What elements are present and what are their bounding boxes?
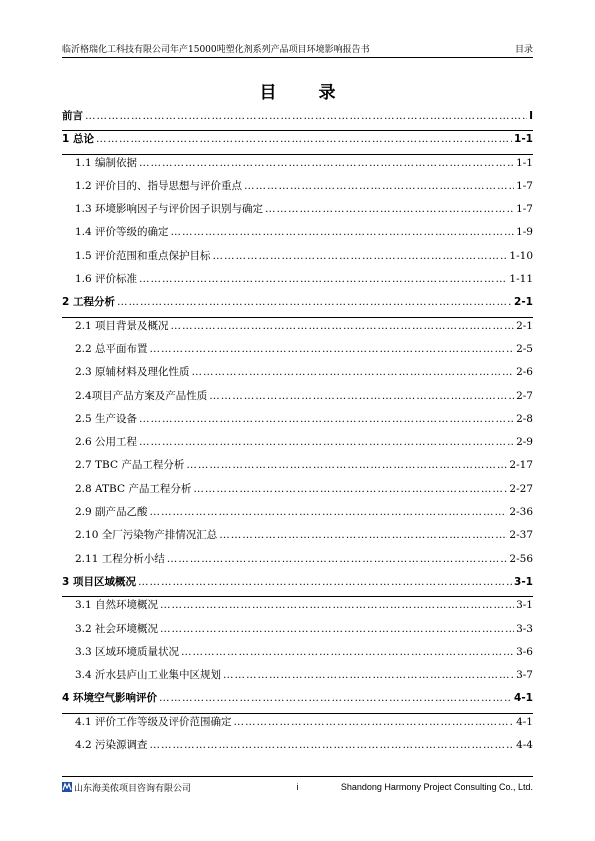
toc-entry-label: 3.3 区域环境质量状况 [75,645,180,658]
toc-section-entry[interactable] [62,434,533,457]
header-section: 目录 [514,45,533,55]
toc-entry-page: 3-6 [516,645,533,658]
toc-entry-page: 2-27 [509,482,533,495]
toc-chapter-entry[interactable] [62,294,533,317]
toc-entry-page: 2-7 [516,389,533,402]
toc-leader-dots [181,646,514,658]
toc-section-entry[interactable] [62,364,533,387]
toc-entry-label: 2.5 生产设备 [75,412,138,425]
toc-entry-label: 2.9 副产品乙酸 [75,506,148,519]
toc-entry-label: 2.3 原辅材料及理化性质 [75,366,190,379]
toc-leader-dots [150,506,508,518]
toc-leader-dots [193,483,507,495]
toc-section-entry[interactable] [62,551,533,574]
toc-leader-dots [192,366,515,378]
page-footer [62,776,533,797]
toc-entry-label: 2.4项目产品方案及产品性质 [75,389,208,402]
toc-entry-page: 2-56 [509,552,533,565]
toc-section-entry[interactable] [62,248,533,271]
toc-entry-label: 3.1 自然环境概况 [75,599,159,612]
toc-leader-dots [160,623,514,635]
toc-section-entry[interactable] [62,597,533,620]
toc-entry-label: 3 项目区域概况 [62,575,136,588]
toc-section-entry[interactable] [62,411,533,434]
toc-section-entry[interactable] [62,621,533,644]
toc-entry-page: 2-37 [509,529,533,542]
toc-leader-dots [213,250,508,262]
toc-leader-dots [139,273,507,285]
toc-leader-dots [209,390,514,402]
toc-entry-page: 1-1 [514,133,533,146]
toc-section-entry[interactable] [62,318,533,341]
toc-entry-label: 2.1 项目背景及概况 [75,319,169,332]
toc-section-entry[interactable] [62,457,533,480]
toc-leader-dots [150,343,515,355]
toc-entry-page: 1-7 [516,179,533,192]
toc-leader-dots [223,669,514,681]
page-header [62,40,533,58]
toc-leader-dots [167,553,508,565]
toc-entry-label: 2.2 总平面布置 [75,342,148,355]
toc-entry-label: 2.7 TBC 产品工程分析 [75,459,185,472]
toc-entry-page: 3-3 [516,622,533,635]
toc-entry-page: 2-36 [509,506,533,519]
toc-entry-label: 4 环境空气影响评价 [62,692,157,705]
toc-section-entry[interactable] [62,714,533,737]
toc-entry-page: 2-1 [514,296,533,309]
toc-entry-page: 4-1 [516,715,533,728]
toc-section-entry[interactable] [62,388,533,411]
footer-page-number: i [296,782,299,792]
toc-section-entry[interactable] [62,201,533,224]
toc-entry-page: 2-5 [516,342,533,355]
toc-entry-label: 1.2 评价目的、指导思想与评价重点 [75,179,243,192]
toc-leader-dots [117,296,512,308]
toc-entry-label: 3.4 沂水县庐山工业集中区规划 [75,669,222,682]
toc-entry-page: 1-7 [516,203,533,216]
toc-section-entry[interactable] [62,667,533,690]
toc-entry-label: 1.4 评价等级的确定 [75,226,169,239]
toc-title: 目 录 [259,83,354,103]
toc-entry-page: 3-1 [514,575,533,588]
table-of-contents [62,108,533,760]
toc-section-entry[interactable] [62,527,533,550]
toc-leader-dots [159,692,512,704]
toc-entry-label: 2.11 工程分析小结 [75,552,165,565]
toc-leader-dots [139,157,514,169]
toc-entry-page: 2-6 [516,366,533,379]
toc-entry-label: 3.2 社会环境概况 [75,622,159,635]
toc-section-entry[interactable] [62,737,533,760]
toc-section-entry[interactable] [62,271,533,294]
toc-chapter-entry[interactable] [62,108,533,131]
toc-entry-page: 4-1 [514,692,533,705]
toc-entry-label: 前言 [62,110,83,122]
toc-chapter-entry[interactable] [62,131,533,154]
toc-chapter-entry[interactable] [62,690,533,713]
toc-entry-page: 2-9 [516,436,533,449]
toc-entry-page: 1-11 [509,273,533,286]
toc-leader-dots [150,739,515,751]
toc-leader-dots [85,110,527,122]
toc-section-entry[interactable] [62,644,533,667]
toc-entry-page: 4-4 [516,739,533,752]
toc-leader-dots [139,413,514,425]
toc-entry-label: 1.6 评价标准 [75,273,138,286]
toc-entry-page: 1-9 [516,226,533,239]
toc-entry-label: 4.1 评价工作等级及评价范围确定 [75,715,232,728]
toc-leader-dots [171,226,515,238]
toc-entry-label: 1.3 环境影响因子与评价因子识别与确定 [75,203,264,216]
toc-entry-label: 1.5 评价范围和重点保护目标 [75,249,211,262]
toc-section-entry[interactable] [62,155,533,178]
toc-leader-dots [186,459,507,471]
toc-leader-dots [244,180,514,192]
toc-entry-label: 2.8 ATBC 产品工程分析 [75,482,192,495]
toc-entry-page: 2-8 [516,412,533,425]
toc-section-entry[interactable] [62,481,533,504]
toc-entry-page: 2-17 [509,459,533,472]
toc-entry-page: 1-1 [516,156,533,169]
toc-leader-dots [160,599,514,611]
toc-leader-dots [139,436,514,448]
toc-leader-dots [96,133,512,145]
toc-entry-label: 1.1 编制依据 [75,156,138,169]
toc-leader-dots [234,716,515,728]
toc-section-entry[interactable] [62,504,533,527]
toc-leader-dots [171,320,515,332]
toc-entry-label: 2.10 全厂污染物产排情况汇总 [75,529,218,542]
toc-entry-page: 2-1 [516,319,533,332]
toc-chapter-entry[interactable] [62,574,533,597]
toc-entry-label: 2 工程分析 [62,296,115,309]
toc-entry-label: 4.2 污染源调查 [75,739,148,752]
toc-leader-dots [265,203,514,215]
toc-entry-page: 3-1 [516,599,533,612]
header-doc-title: 临沂格瑞化工科技有限公司年产15000吨塑化剂系列产品项目环境影响报告书 [62,45,370,55]
toc-entry-page: 3-7 [516,669,533,682]
toc-entry-label: 1 总论 [62,133,94,146]
toc-section-entry[interactable] [62,341,533,364]
footer-company-cn: 山东海美侬项目咨询有限公司 [74,783,192,794]
toc-leader-dots [219,529,507,541]
toc-section-entry[interactable] [62,178,533,201]
toc-entry-page: 1-10 [509,249,533,262]
footer-company-en: Shandong Harmony Project Consulting Co., Ltd. [340,782,533,792]
toc-entry-page: I [529,110,533,122]
toc-leader-dots [138,576,512,588]
toc-entry-label: 2.6 公用工程 [75,436,138,449]
toc-section-entry[interactable] [62,224,533,247]
